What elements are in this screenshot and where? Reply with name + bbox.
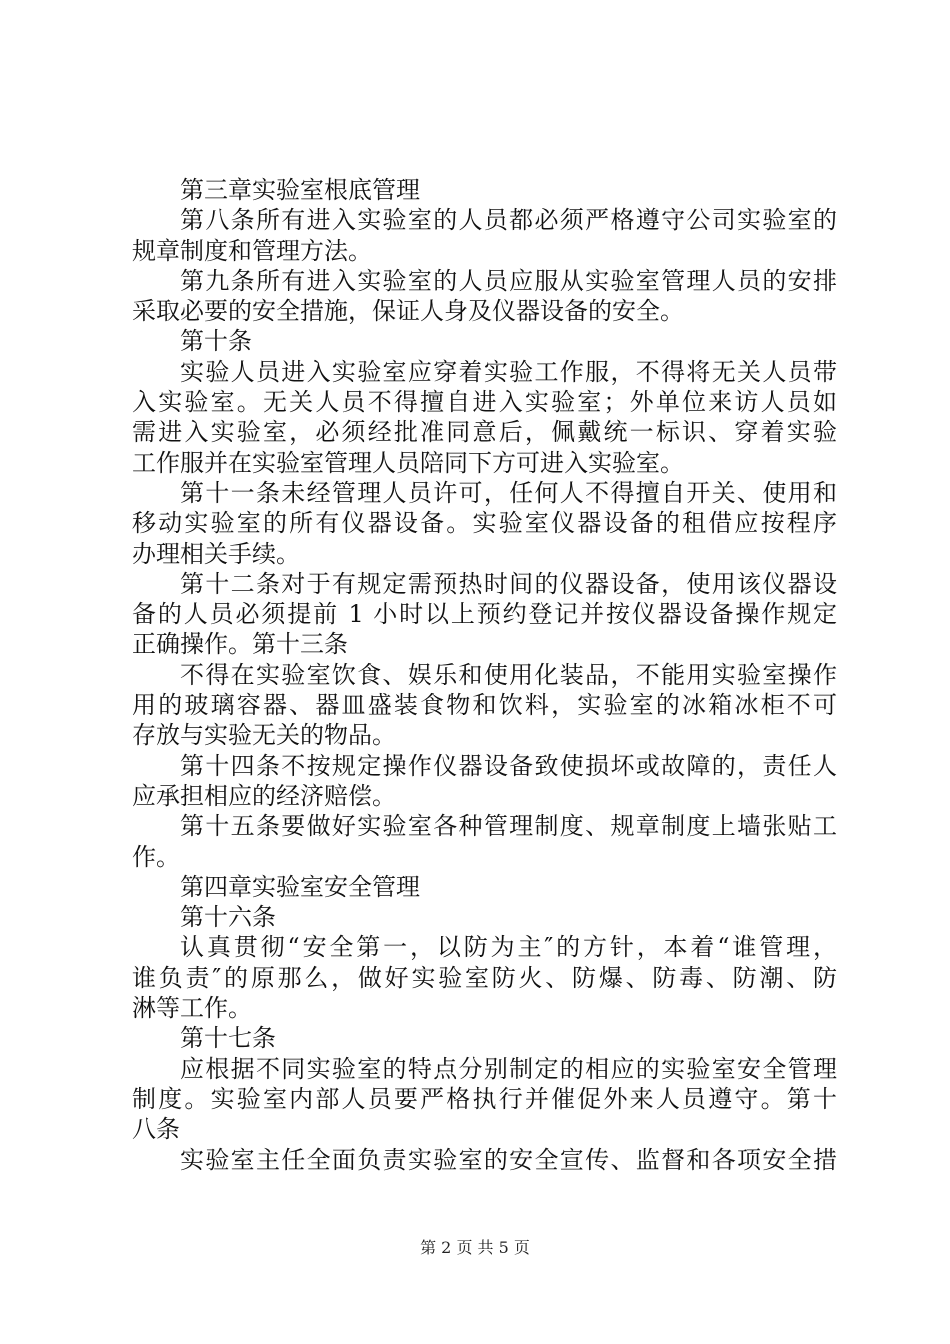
text-line: 淋等工作。 — [132, 994, 252, 1023]
text-line: 用的玻璃容器、器皿盛装食物和饮料，实验室的冰箱冰柜不可 — [132, 691, 837, 720]
text-line: 第十四条不按规定操作仪器设备致使损坏或故障的，责任人 — [180, 751, 837, 780]
text-line: 入实验室。无关人员不得擅自进入实验室；外单位来访人员如 — [132, 388, 837, 417]
text-line: 认真贯彻“安全第一，以防为主″的方针，本着“谁管理， — [180, 933, 837, 962]
text-line: 第三章实验室根底管理 — [180, 176, 420, 204]
text-line: 备的人员必须提前 1 小时以上预约登记并按仪器设备操作规定 — [132, 600, 837, 629]
text-line: 应根据不同实验室的特点分别制定的相应的实验室安全管理 — [180, 1054, 837, 1083]
text-line: 第九条所有进入实验室的人员应服从实验室管理人员的安排 — [180, 266, 837, 295]
text-line: 第八条所有进入实验室的人员都必须严格遵守公司实验室的 — [180, 206, 837, 235]
text-line: 作。 — [132, 842, 180, 871]
text-line: 移动实验室的所有仪器设备。实验室仪器设备的租借应按程序 — [132, 509, 837, 538]
text-line: 采取必要的安全措施，保证人身及仪器设备的安全。 — [132, 297, 684, 326]
text-line: 第十七条 — [180, 1024, 276, 1053]
text-line: 应承担相应的经济赔偿。 — [132, 781, 396, 810]
text-line: 实验室主任全面负责实验室的安全宣传、监督和各项安全措 — [180, 1145, 837, 1174]
text-line: 第十条 — [180, 327, 252, 356]
text-line: 工作服并在实验室管理人员陪同下方可进入实验室。 — [132, 448, 684, 477]
text-line: 谁负责″的原那么，做好实验室防火、防爆、防毒、防潮、防 — [132, 963, 837, 992]
text-line: 第四章实验室安全管理 — [180, 872, 420, 901]
document-body — [132, 175, 837, 1175]
text-line: 第十一条未经管理人员许可，任何人不得擅自开关、使用和 — [180, 478, 837, 507]
text-line: 制度。实验室内部人员要严格执行并催促外来人员遵守。第十 — [132, 1084, 837, 1113]
text-line: 不得在实验室饮食、娱乐和使用化装品，不能用实验室操作 — [180, 660, 837, 689]
text-line: 实验人员进入实验室应穿着实验工作服，不得将无关人员带 — [180, 357, 837, 386]
text-line: 第十五条要做好实验室各种管理制度、规章制度上墙张贴工 — [180, 812, 837, 841]
text-line: 存放与实验无关的物品。 — [132, 721, 396, 750]
text-line: 第十六条 — [180, 903, 276, 932]
text-line: 需进入实验室，必须经批准同意后，佩戴统一标识、穿着实验 — [132, 418, 837, 447]
page-footer: 第 2 页 共 5 页 — [420, 1238, 530, 1257]
text-line: 第十二条对于有规定需预热时间的仪器设备，使用该仪器设 — [180, 569, 837, 598]
text-line: 规章制度和管理方法。 — [132, 236, 372, 265]
text-line: 正确操作。第十三条 — [132, 630, 348, 659]
text-line: 办理相关手续。 — [132, 539, 300, 568]
text-line: 八条 — [132, 1115, 180, 1144]
